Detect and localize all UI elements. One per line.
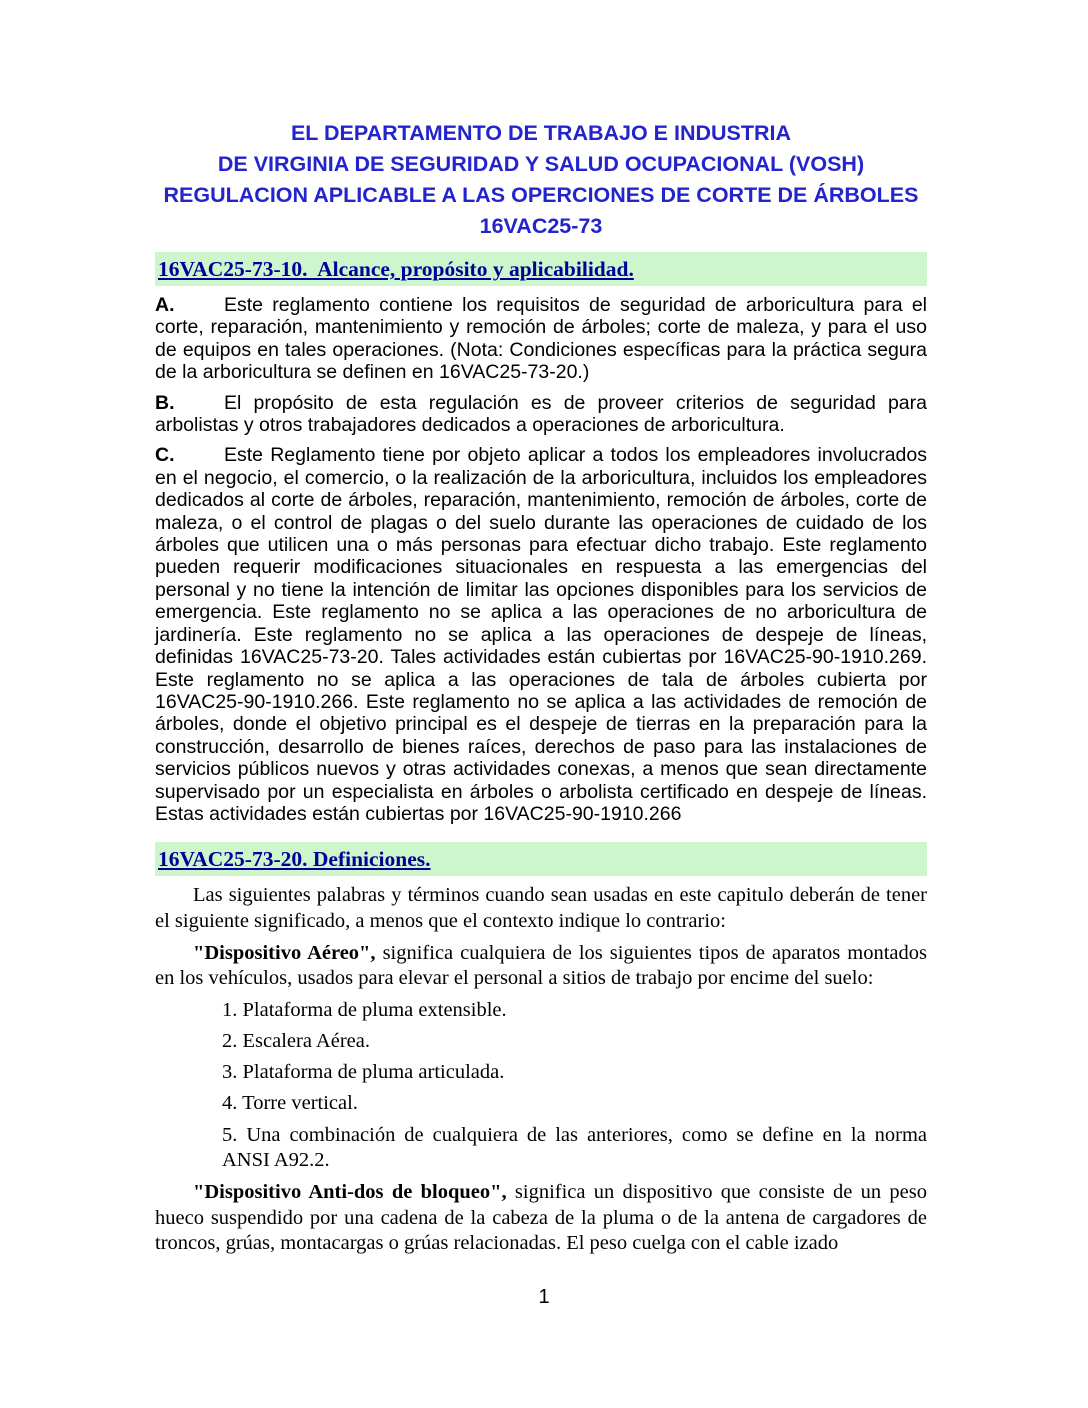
paragraph-b-label: B.: [155, 391, 175, 414]
title-line-2: DE VIRGINIA DE SEGURIDAD Y SALUD OCUPACIONAL (VOSH): [217, 152, 865, 176]
section-heading-alcance: [155, 252, 927, 286]
section-heading-definiciones: [155, 842, 927, 876]
paragraph-c: [155, 444, 927, 825]
list-item-2: 2. Escalera Aérea.: [222, 1029, 370, 1052]
list-item-4: 4. Torre vertical.: [222, 1092, 358, 1115]
definition-dispositivo-aereo: [155, 941, 927, 992]
list-item-3: 3. Plataforma de pluma articulada.: [222, 1061, 505, 1084]
title-line-1: EL DEPARTAMENTO DE TRABAJO E INDUSTRIA: [290, 121, 792, 145]
list-item-1: 1. Plataforma de pluma extensible.: [222, 998, 507, 1021]
definition-term-dispositivo-aereo: "Dispositivo Aéreo",: [193, 941, 376, 964]
paragraph-b: [155, 392, 927, 437]
definition-text-dispositivo-aereo: significa cualquiera de los siguientes tipos de aparatos montados en los vehículos, usados para elevar el personal a sitios de trabajo por encime del suelo:: [155, 941, 927, 990]
definition-text-dispositivo-antidos: significa un dispositivo que consiste de un peso hueco suspendido por una cadena de la cabeza de la pluma o de la antena de cargadores de troncos, grúas, montacargas o grúas relacionadas. El peso cuelga con el cable izado: [155, 1181, 927, 1254]
paragraph-a-label: A.: [155, 294, 175, 316]
title-line-3: REGULACION APLICABLE A LAS OPERCIONES DE CORTE DE ÁRBOLES: [163, 183, 919, 207]
definition-dispositivo-antidos: [155, 1180, 927, 1256]
section-heading-definiciones-text: 16VAC25-73-20. Definiciones.: [158, 847, 431, 872]
paragraph-c-label: C.: [155, 444, 175, 467]
title-line-4: 16VAC25-73: [479, 214, 603, 238]
page-number: 1: [538, 1286, 550, 1308]
definition-term-dispositivo-antidos: "Dispositivo Anti-dos de bloqueo",: [193, 1181, 507, 1204]
list-item-5: 5. Una combinación de cualquiera de las anteriores, como se define en la norma ANSI A92.2.: [222, 1123, 927, 1172]
document-content: [155, 118, 927, 1256]
paragraph-a: [155, 294, 927, 384]
section-heading-alcance-text: 16VAC25-73-10. Alcance, propósito y aplicabilidad.: [158, 257, 634, 281]
paragraph-b-text: El propósito de esta regulación es de proveer criterios de seguridad para arbolistas y otros trabajadores dedicados a operaciones de arboricultura.: [155, 391, 927, 437]
definitions-intro: Las siguientes palabras y términos cuando sean usadas en este capitulo deberán de tener el siguiente significado, a menos que el contexto indique lo contrario:: [155, 884, 927, 932]
document-title: [155, 118, 927, 242]
paragraph-a-text: Este reglamento contiene los requisitos de seguridad de arboricultura para el corte, reparación, mantenimiento y remoción de árboles; corte de maleza, y para el uso de equipos en tales operaciones. (Nota: Condiciones específicas para la práctica segura de la arboricultura se definen en 16VAC25-73-20.): [155, 294, 927, 384]
paragraph-c-text: Este Reglamento tiene por objeto aplicar a todos los empleadores involucrados en el negocio, el comercio, o la realización de la arboricultura, incluidos los empleadores dedicados al corte de árboles, reparación, mantenimiento, remoción de árboles, corte de maleza, o el control de plagas o del suelo durante las operaciones de cuidado de los árboles que utilicen una o más personas para efectuar dicho trabajo. Este reglamento pueden requerir modificaciones situacionales en respuesta a las emergencias del personal y no tiene la intención de limitar las opciones disponibles para los servicios de emergencia. Este reglamento no se aplica a las operaciones de no arboricultura de jardinería. Este reglamento no se aplica a las operaciones de despeje de líneas, definidas 16VAC25-73-20. Tales actividades están cubiertas por 16VAC25-90-1910.269. Este reglamento no se aplica a las operaciones de tala de árboles cubierta por 16VAC25-90-1910.266. Este reglamento no se aplica a las actividades de remoción de árboles, donde el objetivo principal es el despeje de tierras en la preparación para la construcción, desarrollo de bienes raíces, derechos de paso para las instalaciones de servicios públicos nuevos y otras actividades conexas, a menos que sean directamente supervisado por un especialista en árboles o arbolista certificado en despeje de líneas. Estas actividades están cubiertas por 16VAC25-90-1910.266: [155, 444, 927, 825]
